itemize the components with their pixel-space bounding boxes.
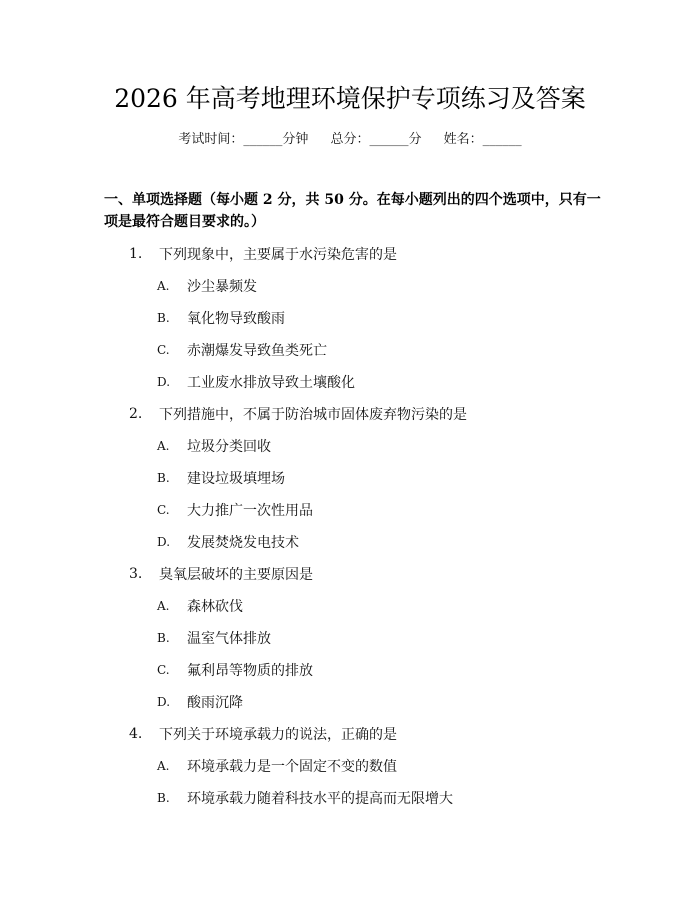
question-number: 2. [129,406,143,422]
option-text: 建设垃圾填埋场 [187,471,285,487]
option-letter: B. [157,791,170,805]
option-item [0,593,700,619]
option-letter: B. [157,311,170,325]
option-text: 氟利昂等物质的排放 [187,663,313,679]
question-text: 下列现象中，主要属于水污染危害的是 [159,247,397,263]
option-letter: D. [157,535,171,549]
option-item [0,337,700,363]
option-letter: A. [157,759,170,773]
option-text: 发展焚烧发电技术 [187,535,299,551]
question-number: 4. [129,726,143,742]
question-4 [0,721,700,747]
option-item [0,465,700,491]
option-text: 森林砍伐 [187,599,243,615]
option-text: 环境承载力是一个固定不变的数值 [187,759,397,775]
section-heading: 一、单项选择题（每小题 2 分，共 50 分。在每小题列出的四个选项中，只有一项是最符合题目要求的。） [104,192,601,230]
option-letter: B. [157,631,170,645]
option-item [0,369,700,395]
option-item [0,529,700,555]
question-1 [0,241,700,267]
exam-time-field: 考试时间：______分钟 [178,132,309,147]
student-name-field: 姓名：______ [443,132,522,147]
option-item [0,625,700,651]
option-text: 大力推广一次性用品 [187,503,313,519]
option-item [0,497,700,523]
option-text: 环境承载力随着科技水平的提高而无限增大 [187,791,453,807]
question-2 [0,401,700,427]
question-text: 臭氧层破坏的主要原因是 [159,567,313,583]
option-letter: D. [157,375,171,389]
option-text: 酸雨沉降 [187,695,243,711]
option-item [0,433,700,459]
option-item [0,753,700,779]
option-letter: C. [157,663,170,677]
option-letter: D. [157,695,171,709]
question-text: 下列措施中，不属于防治城市固体废弃物污染的是 [159,407,467,423]
page-title: 2026 年高考地理环境保护专项练习及答案 [114,84,586,113]
option-letter: C. [157,343,170,357]
question-list [0,241,700,811]
option-item [0,785,700,811]
option-text: 温室气体排放 [187,631,271,647]
option-letter: A. [157,439,170,453]
option-text: 沙尘暴频发 [187,279,257,295]
exam-meta [0,130,700,150]
option-text: 垃圾分类回收 [187,439,271,455]
option-item [0,689,700,715]
option-item [0,657,700,683]
question-number: 3. [129,566,143,582]
option-text: 氧化物导致酸雨 [187,311,285,327]
option-letter: B. [157,471,170,485]
option-text: 赤潮爆发导致鱼类死亡 [187,343,327,359]
option-letter: C. [157,503,170,517]
total-score-field: 总分：______分 [330,132,422,147]
question-3 [0,561,700,587]
question-text: 下列关于环境承载力的说法，正确的是 [159,727,397,743]
option-item [0,273,700,299]
option-letter: A. [157,279,170,293]
option-item [0,305,700,331]
option-text: 工业废水排放导致土壤酸化 [187,375,355,391]
question-number: 1. [129,246,143,262]
option-letter: A. [157,599,170,613]
